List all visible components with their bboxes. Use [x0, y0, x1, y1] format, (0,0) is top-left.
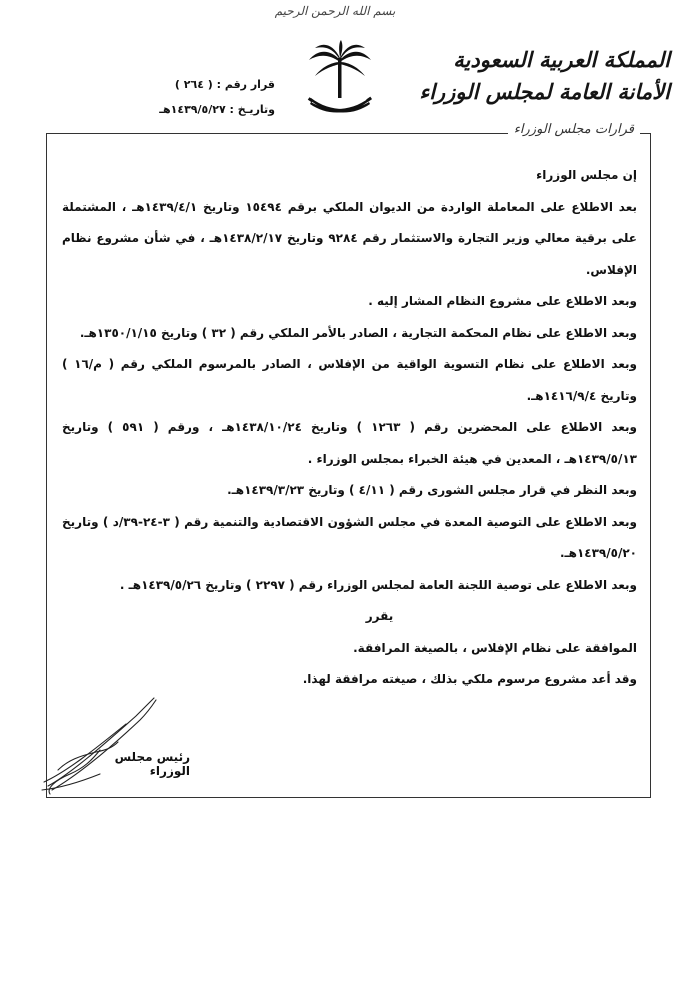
decision-meta: [115, 72, 275, 122]
recital-paragraph: وبعد الاطلاع على توصية اللجنة العامة لمجلس الوزراء رقم ( ٢٢٩٧ ) وتاريخ ١٤٣٩/٥/٢٦هـ .: [119, 577, 637, 592]
decree-body: [62, 160, 637, 696]
president-title: رئيس مجلس الوزراء: [114, 750, 190, 778]
recital-paragraph: وبعد الاطلاع على المحضرين رقم ( ١٢٦٣ ) وتاريخ ١٤٣٨/١٠/٢٤هـ ، ورقم ( ٥٩١ ) وتاريخ ١٤٣٩/٥/١٣هـ ، المعدين في هيئة الخبراء بمجلس الوزراء .: [62, 420, 637, 466]
recital-paragraph: وبعد الاطلاع على التوصية المعدة في مجلس الشؤون الاقتصادية والتنمية رقم ( ٣-٢٤-٣٩/د ) وتاريخ ١٤٣٩/٥/٢٠هـ.: [62, 514, 637, 560]
handwritten-signature: [40, 690, 170, 800]
resolution-item: الموافقة على نظام الإفلاس ، بالصيغة المرافقة.: [353, 640, 637, 655]
palm-swords-emblem-icon: [305, 40, 375, 118]
decides-heading: يقرر: [365, 609, 394, 623]
recital-paragraph: وبعد الاطلاع على مشروع النظام المشار إليه .: [368, 294, 637, 308]
opening-line: إن مجلس الوزراء: [536, 168, 637, 182]
frame-title: قرارات مجلس الوزراء: [508, 122, 640, 137]
recital-paragraph: بعد الاطلاع على المعاملة الواردة من الديوان الملكي برقم ١٥٤٩٤ وتاريخ ١٤٣٩/٤/١هـ ، المشتملة على برقية معالي وزير التجارة والاستثمار رقم ٩٢٨٤ وتاريخ ١٤٣٨/٢/١٧هـ ، في شأن مشروع نظام الإفلاس.: [62, 199, 637, 277]
recital-paragraph: وبعد الاطلاع على نظام التسوية الواقية من الإفلاس ، الصادر بالمرسوم الملكي رقم ( م/١٦ ) وتاريخ ١٤١٦/٩/٤هـ.: [62, 357, 638, 403]
letterhead: [419, 44, 670, 108]
decision-number: قرار رقم : ( ٢٦٤ ): [174, 78, 275, 91]
decision-date: وتاريـخ : ١٤٣٩/٥/٢٧هـ: [159, 103, 275, 116]
basmala-calligraphy: بسم الله الرحمن الرحيم: [274, 4, 396, 18]
secretariat-name: الأمانة العامة لمجلس الوزراء: [419, 79, 670, 104]
kingdom-name: المملكة العربية السعودية: [453, 47, 670, 72]
resolution-item: وقد أعد مشروع مرسوم ملكي بذلك ، صيغته مرافقة لهذا.: [302, 672, 637, 686]
recital-paragraph: وبعد الاطلاع على نظام المحكمة التجارية ، الصادر بالأمر الملكي رقم ( ٣٢ ) وتاريخ ١٣٥٠/١/١٥هـ.: [79, 325, 637, 340]
recital-paragraph: وبعد النظر في قرار مجلس الشورى رقم ( ٤/١١ ) وتاريخ ١٤٣٩/٣/٢٣هـ.: [227, 483, 637, 497]
